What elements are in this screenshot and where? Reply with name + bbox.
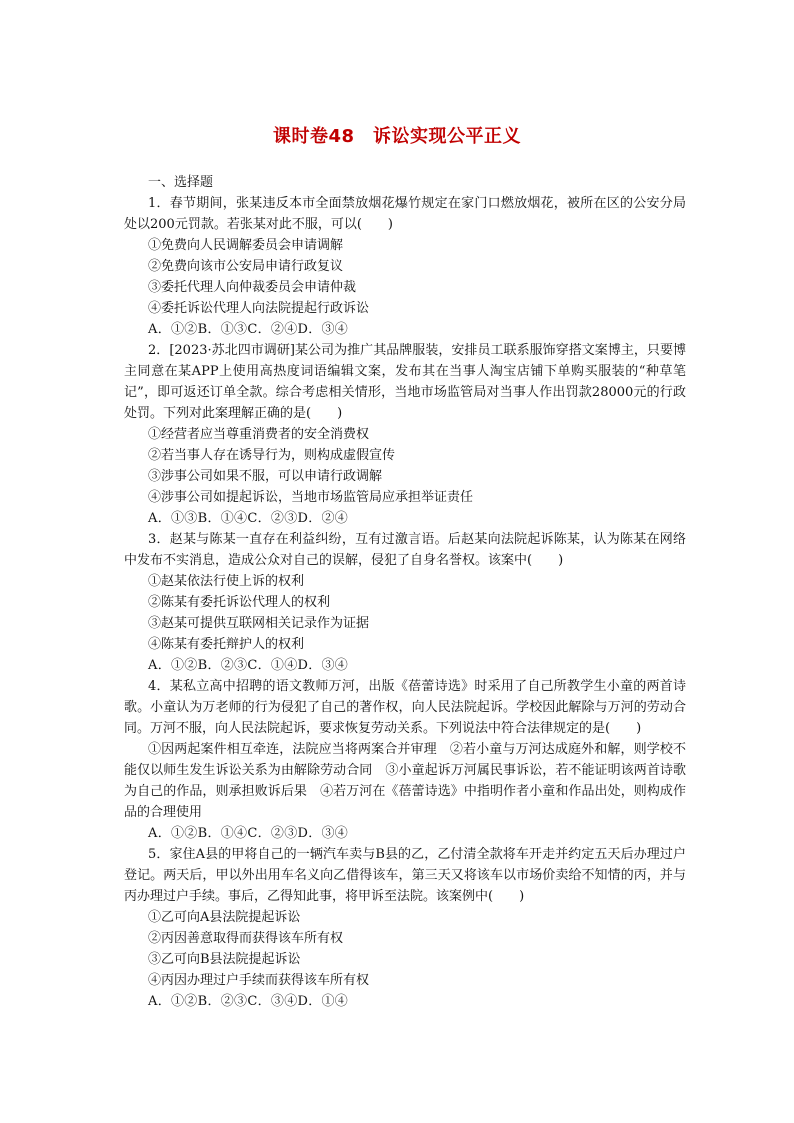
option-1: ①免费向人民调解委员会申请调解 (148, 238, 344, 253)
option-4: ④委托诉讼代理人向法院提起行政诉讼 (148, 301, 370, 316)
question-stem: 5．家住A县的甲将自己的一辆汽车卖与B县的乙，乙付清全款将车开走并约定五天后办理过户登记。两天后，甲以外出用车名义向乙借得该车，第三天又将该车以市场价卖给不知情的丙，并与丙办理过户手续。事后，乙得知此事，将甲诉至法院。该案例中( ) (124, 847, 686, 904)
option-3: ③涉事公司如果不服，可以申请行政调解 (148, 469, 383, 484)
question-5 (124, 844, 686, 1012)
answer-choices: A．①②B．①④C．②③D．③④ (148, 826, 349, 841)
option-4: ④丙因办理过户手续而获得该车所有权 (148, 973, 370, 988)
option-3: ③乙可向B县法院提起诉讼 (148, 952, 301, 967)
question-stem: 3．赵某与陈某一直存在利益纠纷，互有过激言语。后赵某向法院起诉陈某，认为陈某在网络中发布不实消息，造成公众对自己的误解，侵犯了自身名誉权。该案中( ) (124, 532, 686, 568)
options-paragraph: ①因两起案件相互牵连，法院应当将两案合并审理 ②若小童与万河达成庭外和解，则学校不能仅以师生发生诉讼关系为由解除劳动合同 ③小童起诉万河属民事诉讼，若不能证明该两首诗歌为自己的作品，则承担败诉后果 ④若万河在《蓓蕾诗选》中指明作者小童和作品出处，则构成作品的合理使用 (124, 742, 686, 820)
question-1 (124, 193, 686, 340)
option-2: ②丙因善意取得而获得该车所有权 (148, 931, 344, 946)
option-1: ①赵某依法行使上诉的权利 (148, 574, 305, 589)
answer-choices: A．①②B．①③C．②④D．③④ (148, 322, 349, 337)
option-3: ③委托代理人向仲裁委员会申请仲裁 (148, 280, 357, 295)
question-2 (124, 340, 686, 529)
section-heading: 一、选择题 (148, 175, 214, 190)
question-stem: 4．某私立高中招聘的语文教师万河，出版《蓓蕾诗选》时采用了自己所教学生小童的两首诗歌。小童认为万老师的行为侵犯了自己的著作权，向人民法院起诉。学校因此解除与万河的劳动合同。万河不服，向人民法院起诉，要求恢复劳动关系。下列说法中符合法律规定的是( ) (124, 679, 686, 736)
question-stem: 1．春节期间，张某违反本市全面禁放烟花爆竹规定在家门口燃放烟花，被所在区的公安分局处以200元罚款。若张某对此不服，可以( ) (124, 196, 686, 232)
option-4: ④陈某有委托辩护人的权利 (148, 637, 305, 652)
option-2: ②陈某有委托诉讼代理人的权利 (148, 595, 331, 610)
answer-choices: A．①③B．①④C．②③D．②④ (148, 511, 349, 526)
question-4 (124, 676, 686, 844)
answer-choices: A．①②B．②③C．①④D．③④ (148, 658, 349, 673)
page-title: 课时卷48 诉讼实现公平正义 (272, 126, 522, 147)
option-1: ①乙可向A县法院提起诉讼 (148, 910, 301, 925)
question-3 (124, 529, 686, 676)
option-2: ②免费向该市公安局申请行政复议 (148, 259, 344, 274)
option-1: ①经营者应当尊重消费者的安全消费权 (148, 427, 370, 442)
question-list (124, 172, 686, 1012)
question-stem: 2．[2023·苏北四市调研]某公司为推广其品牌服装，安排员工联系服饰穿搭文案博主，只要博主同意在某APP上使用高热度词语编辑文案，发布其在当事人淘宝店铺下单购买服装的“种草笔记”，即可返还订单全款。综合考虑相关情形，当地市场监管局对当事人作出罚款28000元的行政处罚。下列对此案理解正确的是( ) (124, 343, 686, 421)
option-3: ③赵某可提供互联网相关记录作为证据 (148, 616, 370, 631)
option-4: ④涉事公司如提起诉讼，当地市场监管局应承担举证责任 (148, 490, 474, 505)
answer-choices: A．①②B．②③C．③④D．①④ (148, 994, 349, 1009)
option-2: ②若当事人存在诱导行为，则构成虚假宣传 (148, 448, 396, 463)
